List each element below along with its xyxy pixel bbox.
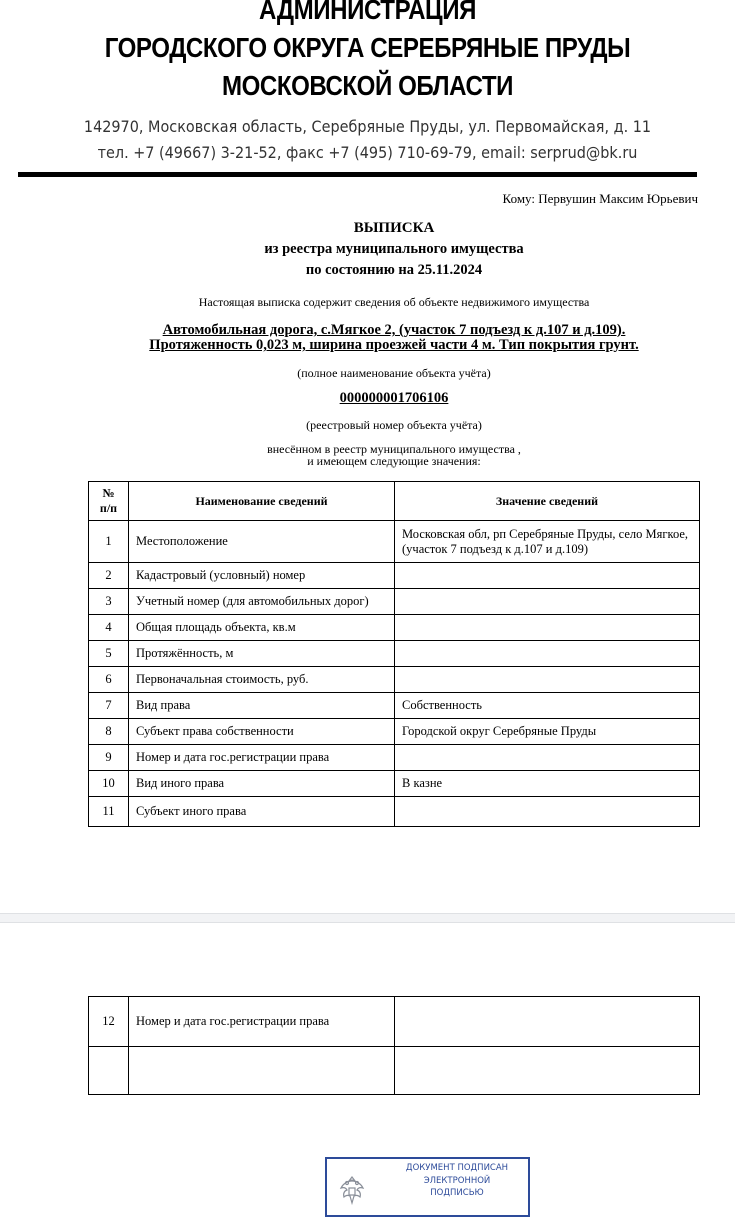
row-num: 5 [89, 641, 129, 667]
registry-table [88, 481, 700, 827]
intro-2-line-1: внесённом в реестр муниципального имущества , [267, 442, 521, 456]
document-date: по состоянию на 25.11.2024 [305, 262, 483, 278]
row-value: Московская обл, рп Серебряные Пруды, село Мягкое, (участок 7 подъезд к д.107 и д.109) [395, 521, 700, 563]
header-num: № п/п [89, 482, 129, 521]
header-line-3: МОСКОВСКОЙ ОБЛАСТИ [221, 70, 514, 101]
table-row [89, 719, 700, 745]
row-name: Субъект иного права [129, 797, 395, 827]
registry-table-continued [88, 996, 700, 1095]
row-name: Субъект права собственности [129, 719, 395, 745]
row-value [395, 563, 700, 589]
row-value: Собственность [395, 693, 700, 719]
row-num: 1 [89, 521, 129, 563]
intro-2-line-2: и имеющем следующие значения: [307, 454, 481, 468]
table-row [89, 521, 700, 563]
row-value [395, 997, 700, 1047]
row-num: 11 [89, 797, 129, 827]
row-num: 10 [89, 771, 129, 797]
header-divider [18, 172, 697, 177]
document-intro: Настоящая выписка содержит сведения об объекте недвижимого имущества [198, 295, 590, 309]
row-value [395, 589, 700, 615]
stamp-text [382, 1162, 532, 1200]
row-name: Номер и дата гос.регистрации права [129, 997, 395, 1047]
header-line-2: ГОРОДСКОГО ОКРУГА СЕРЕБРЯНЫЕ ПРУДЫ [104, 32, 631, 63]
table-row [89, 745, 700, 771]
row-num [89, 1047, 129, 1095]
row-value [395, 1047, 700, 1095]
header-value: Значение сведений [395, 482, 700, 521]
table-row [89, 563, 700, 589]
row-value [395, 667, 700, 693]
coat-of-arms-icon [335, 1173, 369, 1207]
row-num: 12 [89, 997, 129, 1047]
registry-number: 000000001706106 [339, 390, 449, 406]
object-name-line-1: Автомобильная дорога, с.Мягкое 2, (участок 7 подъезд к д.107 и д.109). [162, 322, 626, 338]
recipient: Кому: Первушин Максим Юрьевич [502, 191, 698, 206]
row-num: 2 [89, 563, 129, 589]
table-row [89, 693, 700, 719]
object-name-caption: (полное наименование объекта учёта) [297, 366, 491, 380]
row-num: 9 [89, 745, 129, 771]
header-name: Наименование сведений [129, 482, 395, 521]
row-name: Кадастровый (условный) номер [129, 563, 395, 589]
table-row [89, 997, 700, 1047]
table-row [89, 771, 700, 797]
row-name: Первоначальная стоимость, руб. [129, 667, 395, 693]
page-break [0, 913, 735, 923]
stamp-line-3: ПОДПИСЬЮ [430, 1188, 484, 1198]
row-value: В казне [395, 771, 700, 797]
row-name: Учетный номер (для автомобильных дорог) [129, 589, 395, 615]
row-value: Городской округ Серебряные Пруды [395, 719, 700, 745]
table-row [89, 1047, 700, 1095]
table-row [89, 797, 700, 827]
row-num: 4 [89, 615, 129, 641]
row-value [395, 797, 700, 827]
stamp-line-1: ДОКУМЕНТ ПОДПИСАН [405, 1163, 509, 1173]
row-name: Вид иного права [129, 771, 395, 797]
row-num: 6 [89, 667, 129, 693]
row-value [395, 615, 700, 641]
row-name: Общая площадь объекта, кв.м [129, 615, 395, 641]
row-name [129, 1047, 395, 1095]
row-name: Номер и дата гос.регистрации права [129, 745, 395, 771]
table-row [89, 589, 700, 615]
object-name-line-2: Протяженность 0,023 м, ширина проезжей части 4 м. Тип покрытия грунт. [149, 337, 639, 353]
document-title: ВЫПИСКА [353, 220, 435, 236]
table-header-row [89, 482, 700, 521]
row-name: Вид права [129, 693, 395, 719]
table-row [89, 641, 700, 667]
header-line-1: АДМИНИСТРАЦИЯ [259, 0, 476, 25]
registry-number-caption: (реестровый номер объекта учёта) [306, 418, 482, 432]
table-row [89, 615, 700, 641]
row-name: Местоположение [129, 521, 395, 563]
document-intro-2 [0, 443, 735, 467]
row-num: 8 [89, 719, 129, 745]
table-row [89, 667, 700, 693]
stamp-line-2: ЭЛЕКТРОННОЙ [423, 1175, 491, 1186]
header-contacts: тел. +7 (49667) 3-21-52, факс +7 (495) 710-69-79, email: serprud@bk.ru [97, 143, 638, 162]
object-name [100, 323, 688, 353]
row-num: 3 [89, 589, 129, 615]
row-num: 7 [89, 693, 129, 719]
document-subtitle: из реестра муниципального имущества [264, 241, 524, 257]
row-name: Протяжённость, м [129, 641, 395, 667]
header-address: 142970, Московская область, Серебряные Пруды, ул. Первомайская, д. 11 [83, 117, 652, 136]
row-value [395, 641, 700, 667]
e-signature-stamp [325, 1157, 530, 1217]
row-value [395, 745, 700, 771]
